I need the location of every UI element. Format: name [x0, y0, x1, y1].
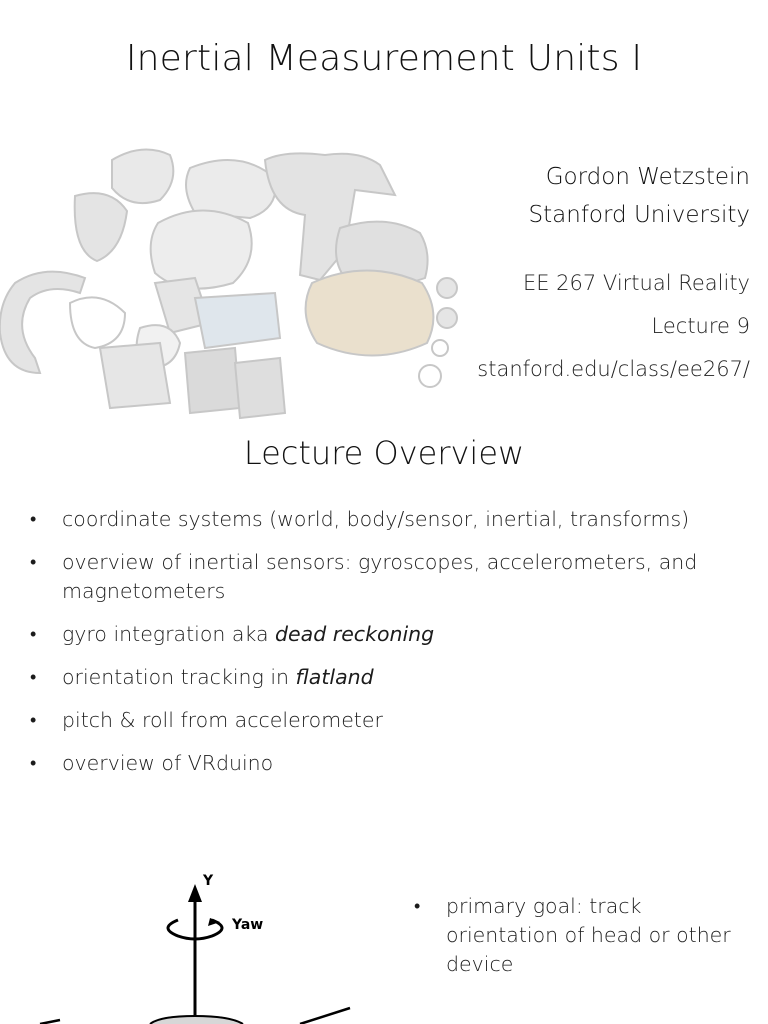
overview-heading: Lecture Overview	[243, 434, 525, 472]
bullet-dot-icon: •	[30, 667, 37, 688]
head-shape	[150, 1016, 243, 1024]
bullet-dot-icon: •	[30, 624, 37, 645]
z-axis-line	[300, 1008, 350, 1024]
head-axes-diagram	[20, 860, 370, 1024]
list-item: • orientation tracking in flatland	[30, 663, 740, 692]
bullet-dot-icon: •	[30, 710, 37, 731]
list-item: • overview of VRduino	[30, 749, 740, 778]
list-item: • coordinate systems (world, body/sensor, inertial, transforms)	[30, 505, 740, 534]
vr-headset-teardown-image	[0, 138, 480, 433]
author-name: Gordon Wetzstein	[545, 164, 750, 190]
course-name: EE 267 Virtual Reality	[522, 271, 750, 295]
list-item: • gyro integration aka dead reckoning	[30, 620, 740, 649]
list-item: • pitch & roll from accelerometer	[30, 706, 740, 735]
bullet-dot-icon: •	[414, 896, 421, 917]
lecture-number: Lecture 9	[651, 314, 750, 338]
bullet-dot-icon: •	[30, 753, 37, 774]
x-axis-line	[40, 1020, 60, 1024]
overview-list	[30, 505, 740, 792]
goal-list	[414, 892, 754, 979]
course-block	[477, 262, 750, 391]
list-item: • overview of inertial sensors: gyroscopes, accelerometers, and magnetometers	[30, 550, 698, 603]
y-axis-label: Y	[203, 873, 214, 889]
slide-title: Inertial Measurement Units I	[125, 38, 643, 79]
course-url[interactable]: stanford.edu/class/ee267/	[477, 357, 750, 381]
yaw-label: Yaw	[232, 917, 264, 933]
bullet-dot-icon: •	[30, 552, 37, 573]
y-axis-arrowhead	[188, 884, 202, 902]
author-affiliation: Stanford University	[528, 202, 750, 228]
bullet-dot-icon: •	[30, 509, 37, 530]
author-block	[529, 158, 750, 234]
list-item: • primary goal: track orientation of head or other device	[414, 894, 731, 976]
